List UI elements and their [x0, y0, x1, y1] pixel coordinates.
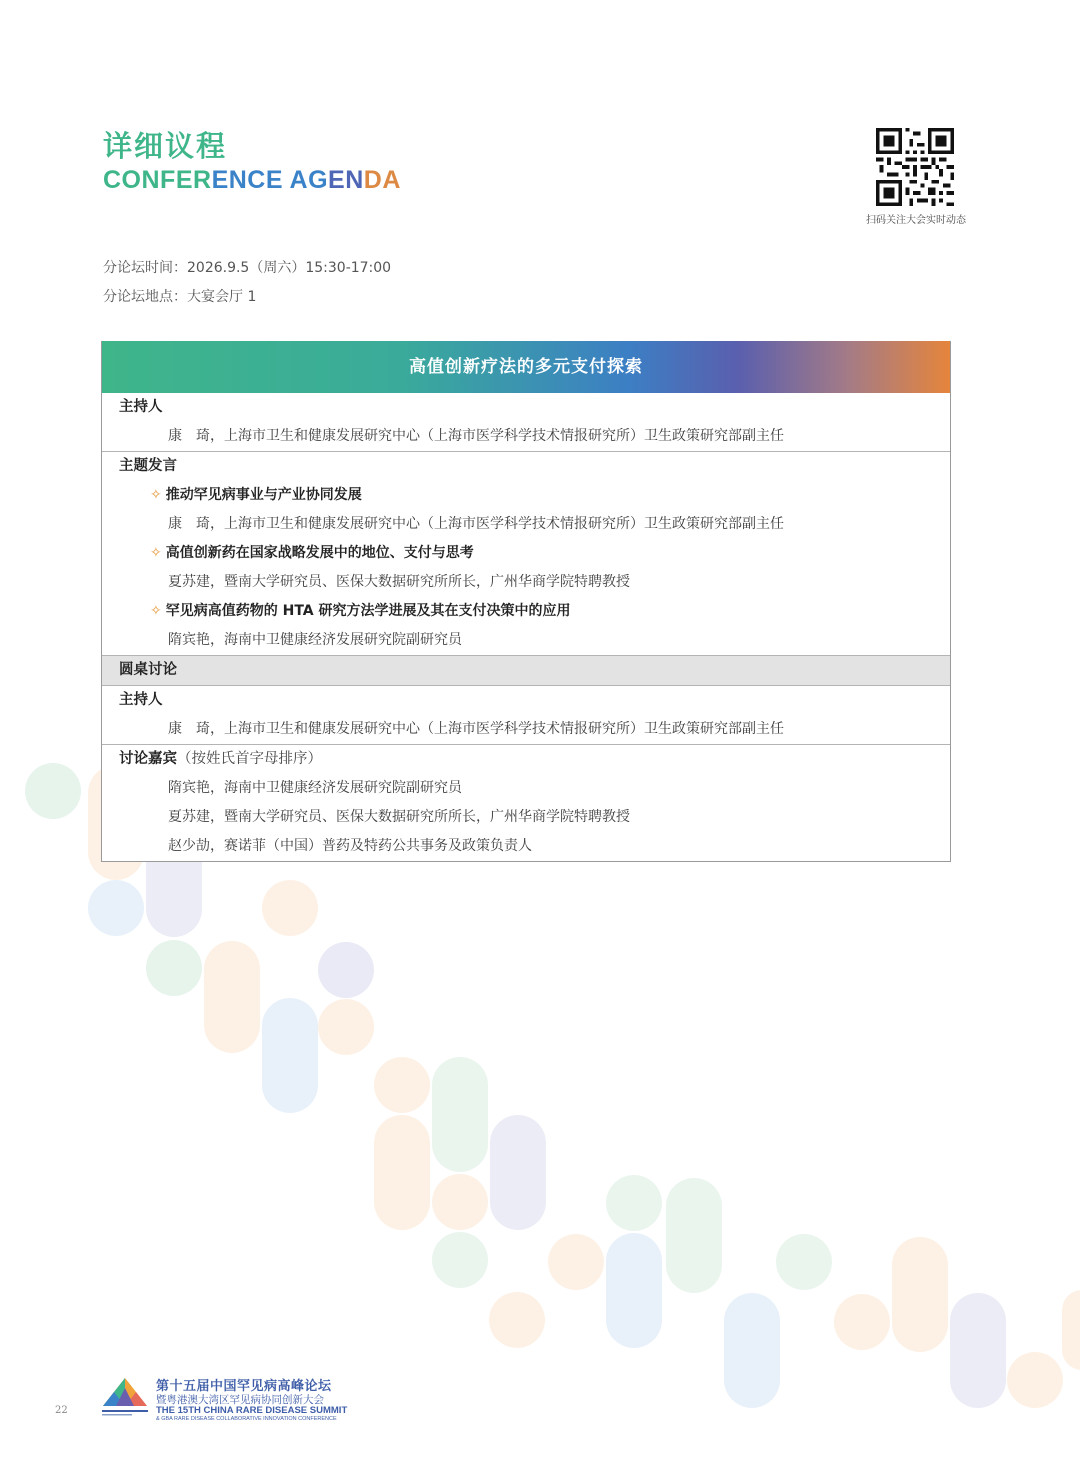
host-label: 主持人	[119, 399, 163, 415]
talk-speaker: 隋宾艳，海南中卫健康经济发展研究院副研究员	[168, 632, 462, 648]
talk-topic: ✧ 高值创新药在国家战略发展中的地位、支付与思考	[150, 545, 474, 561]
footer-line-2: 暨粤港澳大湾区罕见病协同创新大会	[156, 1394, 324, 1406]
footer-line-1: 第十五届中国罕见病高峰论坛	[156, 1379, 332, 1394]
diamond-bullet-icon: ✧	[150, 603, 162, 619]
talk-topic: ✧ 罕见病高值药物的 HTA 研究方法学进展及其在支付决策中的应用	[150, 603, 571, 619]
talk-topic: ✧ 推动罕见病事业与产业协同发展	[150, 487, 362, 503]
summit-logo-icon	[100, 1376, 150, 1420]
roundtable-label: 圆桌讨论	[119, 662, 177, 678]
page-subtitle-en: CONFERENCE AGENDA	[103, 166, 401, 194]
agenda-table	[101, 341, 951, 862]
diamond-bullet-icon: ✧	[150, 487, 162, 503]
guest-item: 赵少劼，赛诺菲（中国）普药及特药公共事务及政策负责人	[168, 838, 532, 854]
page-title: 详细议程	[103, 129, 228, 163]
forum-time: 分论坛时间：2026.9.5（周六）15:30-17:00	[103, 260, 392, 276]
guests-section	[102, 744, 950, 861]
talk-speaker: 康 琦，上海市卫生和健康发展研究中心（上海市医学科学技术情报研究所）卫生政策研究部副主任	[168, 516, 784, 532]
keynote-label: 主题发言	[119, 458, 177, 474]
footer-line-4: & GBA RARE DISEASE COLLABORATIVE INNOVATION CONFERENCE	[156, 1416, 337, 1422]
host-name: 康 琦，上海市卫生和健康发展研究中心（上海市医学科学技术情报研究所）卫生政策研究部副主任	[168, 428, 784, 444]
roundtable-section	[102, 655, 950, 685]
footer-summit-name	[156, 1379, 347, 1423]
qr-code[interactable]	[876, 128, 954, 206]
roundtable-host-section	[102, 685, 950, 744]
page-number: 22	[55, 1405, 68, 1416]
host-section	[102, 393, 950, 451]
agenda-title: 高值创新疗法的多元支付探索	[102, 341, 950, 393]
guest-item: 夏苏建，暨南大学研究员、医保大数据研究所所长，广州华商学院特聘教授	[168, 809, 630, 825]
guests-label: 讨论嘉宾（按姓氏首字母排序）	[119, 751, 322, 767]
forum-venue: 分论坛地点：大宴会厅 1	[103, 289, 257, 305]
footer-line-3: THE 15TH CHINA RARE DISEASE SUMMIT	[156, 1405, 348, 1416]
roundtable-host-name: 康 琦，上海市卫生和健康发展研究中心（上海市医学科学技术情报研究所）卫生政策研究部副主任	[168, 721, 784, 737]
talk-speaker: 夏苏建，暨南大学研究员、医保大数据研究所所长，广州华商学院特聘教授	[168, 574, 630, 590]
roundtable-host-label: 主持人	[119, 692, 163, 708]
keynote-section	[102, 451, 950, 655]
guest-item: 隋宾艳，海南中卫健康经济发展研究院副研究员	[168, 780, 462, 796]
diamond-bullet-icon: ✧	[150, 545, 162, 561]
guests-note: （按姓氏首字母排序）	[177, 751, 322, 767]
qr-caption: 扫码关注大会实时动态	[866, 215, 966, 226]
